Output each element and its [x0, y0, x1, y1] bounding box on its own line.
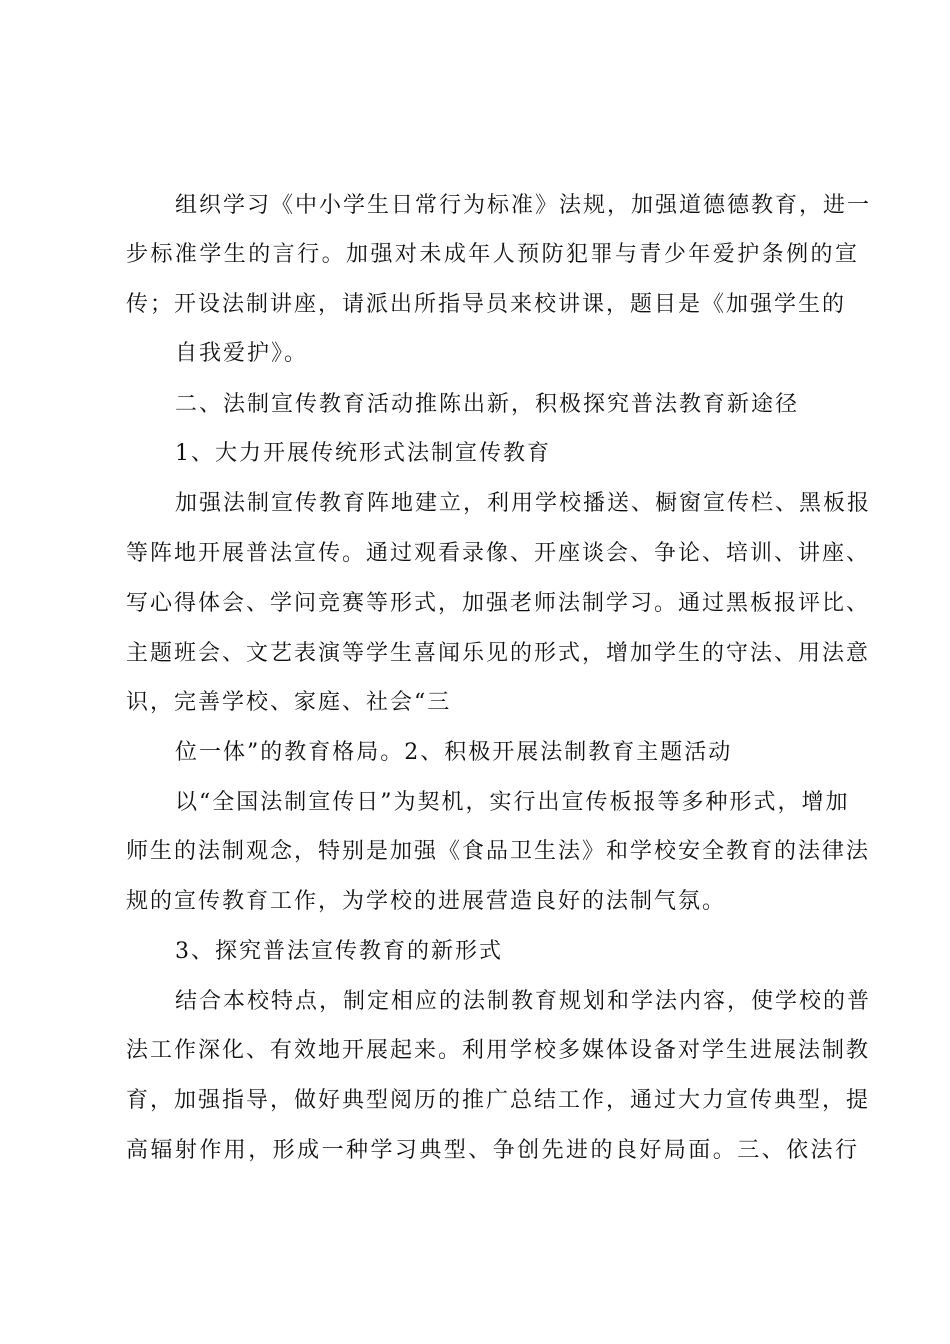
paragraph-line: 写心得体会、学问竞赛等形式，加强老师法制学习。通过黑板报评比、 [126, 591, 871, 616]
paragraph-line: 育，加强指导，做好典型阅历的推广总结工作，通过大力宣传典型，提 [126, 1088, 871, 1113]
paragraph-line: 高辐射作用，形成一种学习典型、争创先进的良好局面。三、依法行 [126, 1138, 859, 1163]
paragraph-line: 以“全国法制宣传日”为契机，实行出宣传板报等多种形式，增加 [175, 790, 850, 815]
subsection-heading: 1、大力开展传统形式法制宣传教育 [175, 441, 551, 466]
paragraph-line: 传；开设法制讲座，请派出所指导员来校讲课，题目是《加强学生的 [126, 292, 847, 317]
paragraph-line: 结合本校特点，制定相应的法制教育规划和学法内容，使学校的普 [175, 989, 872, 1014]
paragraph-line: 规的宣传教育工作，为学校的进展营造良好的法制气氛。 [126, 889, 727, 914]
paragraph-line: 主题班会、文艺表演等学生喜闻乐见的形式，增加学生的守法、用法意 [126, 641, 871, 666]
paragraph-line: 自我爱护》。 [175, 341, 309, 366]
paragraph-line: 加强法制宣传教育阵地建立，利用学校播送、橱窗宣传栏、黑板报 [175, 491, 872, 516]
paragraph-line: 等阵地开展普法宣传。通过观看录像、开座谈会、争论、培训、讲座、 [126, 541, 871, 566]
section-heading: 二、法制宣传教育活动推陈出新，积极探究普法教育新途径 [175, 392, 800, 417]
subsection-heading: 3、探究普法宣传教育的新形式 [175, 939, 503, 964]
paragraph-line: 师生的法制观念，特别是加强《食品卫生法》和学校安全教育的法律法 [126, 839, 871, 864]
paragraph-line: 识，完善学校、家庭、社会“三 [126, 690, 452, 715]
paragraph-line: 位一体”的教育格局。2、积极开展法制教育主题活动 [175, 740, 733, 765]
paragraph-line: 组织学习《中小学生日常行为标准》法规，加强道德德教育，进一 [175, 193, 872, 218]
paragraph-line: 步标准学生的言行。加强对未成年人预防犯罪与青少年爱护条例的宣 [126, 242, 859, 267]
paragraph-line: 法工作深化、有效地开展起来。利用学校多媒体设备对学生进展法制教 [126, 1038, 871, 1063]
